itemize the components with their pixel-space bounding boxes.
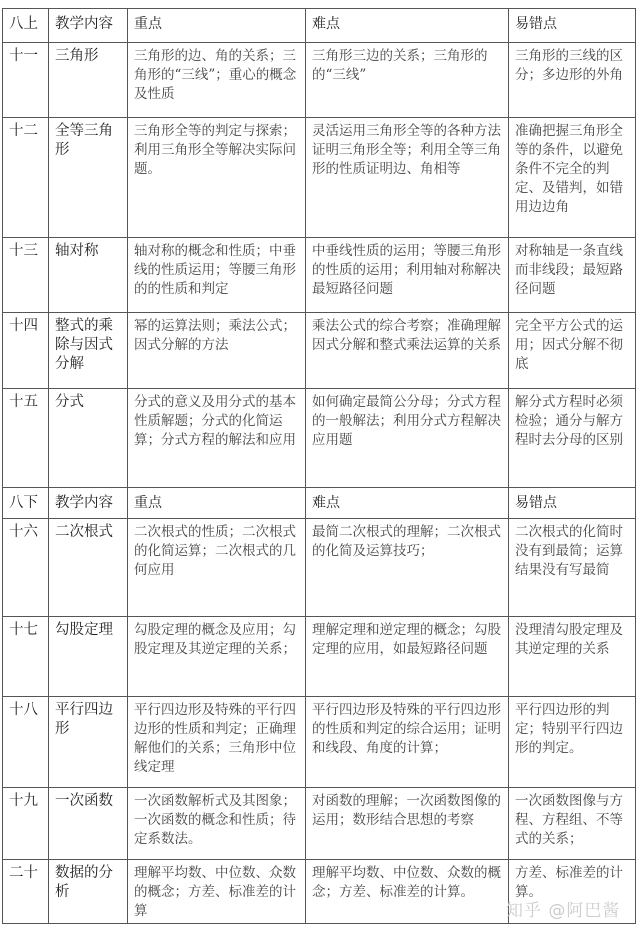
key-cell: 平行四边形及特殊的平行四边形的性质和判定；正确理解他们的关系；三角形中位线定理 <box>128 697 306 788</box>
table-row <box>3 697 636 788</box>
table-row <box>3 389 636 488</box>
table-row <box>3 238 636 313</box>
key-cell: 幂的运算法则；乘法公式；因式分解的方法 <box>128 313 306 389</box>
curriculum-table <box>2 8 636 924</box>
header-row-bottom <box>3 488 636 519</box>
header-grade: 八上 <box>3 9 49 43</box>
header-row-top <box>3 9 636 43</box>
content-cell: 数据的分析 <box>49 860 128 924</box>
error-cell: 对称轴是一条直线而非线段；最短路径问题 <box>509 238 636 313</box>
chapter-cell: 十二 <box>3 118 49 238</box>
header-content: 教学内容 <box>49 9 128 43</box>
difficult-cell: 乘法公式的综合考察；准确理解因式分解和整式乘法运算的关系 <box>306 313 509 389</box>
content-cell: 全等三角形 <box>49 118 128 238</box>
chapter-cell: 十六 <box>3 519 49 617</box>
content-cell: 分式 <box>49 389 128 488</box>
key-cell: 一次函数解析式及其图象；一次函数的概念和性质；待定系数法。 <box>128 788 306 860</box>
key-cell: 勾股定理的概念及应用；勾股定理及其逆定理的关系； <box>128 617 306 697</box>
table-row <box>3 617 636 697</box>
key-cell: 轴对称的概念和性质；中垂线的性质运用；等腰三角形的的性质和判定 <box>128 238 306 313</box>
header-difficult: 难点 <box>306 9 509 43</box>
error-cell: 平行四边形的判定；特别平行四边形的判定。 <box>509 697 636 788</box>
chapter-cell: 十五 <box>3 389 49 488</box>
content-cell: 整式的乘除与因式分解 <box>49 313 128 389</box>
difficult-cell: 平行四边形及特殊的平行四边形的性质和判定的综合运用；证明和线段、角度的计算； <box>306 697 509 788</box>
chapter-cell: 十九 <box>3 788 49 860</box>
table-row <box>3 43 636 118</box>
chapter-cell: 十八 <box>3 697 49 788</box>
error-cell: 三角形的三线的区分；多边形的外角 <box>509 43 636 118</box>
difficult-cell: 如何确定最简公分母；分式方程的一般解法；利用分式方程解决应用题 <box>306 389 509 488</box>
content-cell: 勾股定理 <box>49 617 128 697</box>
key-cell: 三角形全等的判定与探索；利用三角形全等解决实际问题。 <box>128 118 306 238</box>
difficult-cell: 理解平均数、中位数、众数的概念；方差、标准差的计算。 <box>306 860 509 924</box>
table-row <box>3 313 636 389</box>
chapter-cell: 十四 <box>3 313 49 389</box>
header-key: 重点 <box>128 9 306 43</box>
error-cell: 方差、标准差的计算。 <box>509 860 636 924</box>
chapter-cell: 二十 <box>3 860 49 924</box>
header-error: 易错点 <box>509 9 636 43</box>
header-content: 教学内容 <box>49 488 128 519</box>
key-cell: 理解平均数、中位数、众数的概念；方差、标准差的计算 <box>128 860 306 924</box>
error-cell: 解分式方程时必须检验；通分与解方程时去分母的区别 <box>509 389 636 488</box>
key-cell: 二次根式的性质；二次根式的化简运算；二次根式的几何应用 <box>128 519 306 617</box>
error-cell: 准确把握三角形全等的条件，以避免条件不完全的判定、及错判，如错用边边角 <box>509 118 636 238</box>
watermark: 知乎 @阿巴酱 <box>506 901 621 921</box>
difficult-cell: 对函数的理解；一次函数图像的运用；数形结合思想的考察 <box>306 788 509 860</box>
table-row <box>3 519 636 617</box>
difficult-cell: 最简二次根式的理解；二次根式的化简及运算技巧； <box>306 519 509 617</box>
content-cell: 一次函数 <box>49 788 128 860</box>
chapter-cell: 十七 <box>3 617 49 697</box>
content-cell: 二次根式 <box>49 519 128 617</box>
header-key: 重点 <box>128 488 306 519</box>
key-cell: 分式的意义及用分式的基本性质解题；分式的化简运算；分式方程的解法和应用 <box>128 389 306 488</box>
difficult-cell: 灵活运用三角形全等的各种方法证明三角形全等；利用全等三角形的性质证明边、角相等 <box>306 118 509 238</box>
header-grade: 八下 <box>3 488 49 519</box>
table-row <box>3 118 636 238</box>
header-error: 易错点 <box>509 488 636 519</box>
header-difficult: 难点 <box>306 488 509 519</box>
content-cell: 轴对称 <box>49 238 128 313</box>
difficult-cell: 中垂线性质的运用；等腰三角形的性质的运用；利用轴对称解决最短路径问题 <box>306 238 509 313</box>
error-cell: 一次函数图像与方程、方程组、不等式的关系； <box>509 788 636 860</box>
difficult-cell: 理解定理和逆定理的概念；勾股定理的应用，如最短路径问题 <box>306 617 509 697</box>
chapter-cell: 十三 <box>3 238 49 313</box>
error-cell: 完全平方公式的运用；因式分解不彻底 <box>509 313 636 389</box>
key-cell: 三角形的边、角的关系；三角形的“三线”；重心的概念及性质 <box>128 43 306 118</box>
content-cell: 平行四边形 <box>49 697 128 788</box>
table-row <box>3 788 636 860</box>
error-cell: 二次根式的化简时没有到最简；运算结果没有写最简 <box>509 519 636 617</box>
content-cell: 三角形 <box>49 43 128 118</box>
error-cell: 没理清勾股定理及其逆定理的关系 <box>509 617 636 697</box>
chapter-cell: 十一 <box>3 43 49 118</box>
difficult-cell: 三角形三边的关系；三角形的的“三线” <box>306 43 509 118</box>
